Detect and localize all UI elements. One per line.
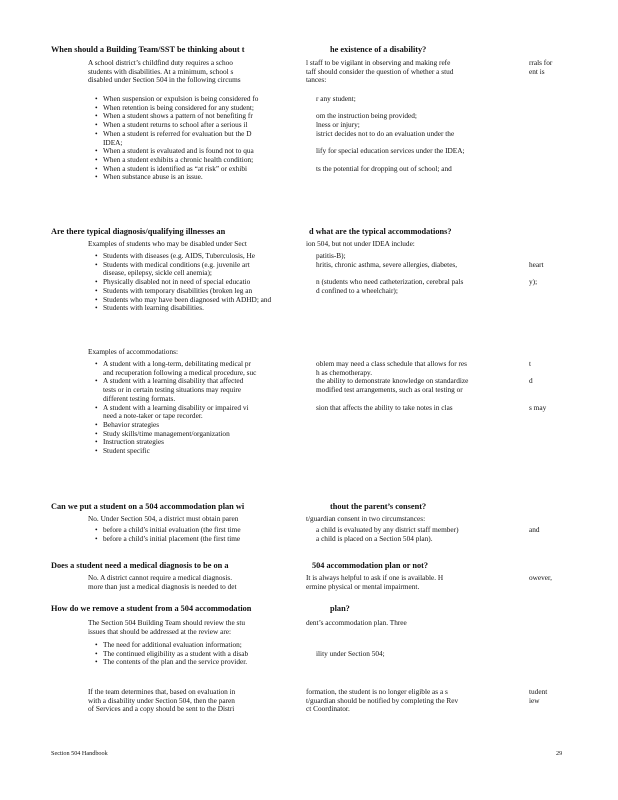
paragraph-line: iew [529, 695, 540, 705]
bullet-item: need a note-taker or tape recorder. [103, 411, 203, 421]
paragraph-line: Examples of accommodations: [88, 347, 178, 356]
bullet-item: • When substance abuse is an issue. [103, 173, 203, 182]
bullet-item: • before a child’s initial evaluation (the first time [103, 526, 241, 535]
bullet-item: • The need for additional evaluation information; [103, 641, 242, 650]
bullet-item: lness or injury; [316, 120, 360, 130]
bullet-item: • When a student is referred for evaluation but the D [103, 130, 252, 139]
bullet-item: • Students who may have been diagnosed with ADHD; and [103, 296, 271, 305]
bullet-item: a child is evaluated by any district staff member) [316, 525, 459, 534]
paragraph-line: ct Coordinator. [306, 704, 350, 714]
bullet-item: IDEA; [103, 137, 123, 147]
paragraph-line: A school district’s childfind duty requires a schoo [88, 58, 233, 67]
bullet-item: s may [529, 402, 547, 412]
bullet-item: and [529, 525, 540, 534]
bullet-item: • Students with learning disabilities. [103, 304, 204, 313]
bullet-item: • Physically disabled not in need of special educatio [103, 278, 250, 287]
bullet-item: sion that affects the ability to take notes in clas [316, 402, 453, 412]
bullet-item: a child is placed on a Section 504 plan). [316, 533, 433, 543]
bullet-item: • When suspension or expulsion is being considered fo [103, 95, 258, 104]
paragraph-line: l staff to be vigilant in observing and making refe [306, 58, 451, 67]
paragraph-line: dent’s accommodation plan. Three [306, 618, 407, 627]
paragraph-line: with a disability under Section 504, then the paren [88, 695, 235, 705]
heading-text-continued: 504 accommodation plan or not? [312, 561, 429, 570]
paragraph-line: tudent [529, 687, 548, 696]
bullet-item: • before a child’s initial placement (the first time [103, 535, 240, 544]
bullet-item: • When a student shows a pattern of not benefiting fr [103, 112, 253, 121]
bullet-item: • Students with medical conditions (e.g. juvenile art [103, 261, 250, 270]
bullet-item: ts the potential for dropping out of school; and [316, 163, 452, 173]
bullet-item: h as chemotherapy. [316, 367, 373, 377]
question-heading [51, 227, 452, 237]
bullet-item: • Students with diseases (e.g. AIDS, Tuberculosis, He [103, 252, 255, 261]
question-heading [51, 604, 350, 614]
bullet-item: y); [529, 277, 538, 287]
paragraph-line: If the team determines that, based on evaluation in [88, 687, 236, 696]
bullet-item: modified test arrangements, such as oral testing or [316, 385, 463, 395]
bullet-item: • The continued eligibility as a student with a disab [103, 650, 248, 659]
bullet-item: • Behavior strategies [103, 421, 159, 430]
bullet-item: • When a student is evaluated and is found not to qua [103, 147, 254, 156]
question-heading [51, 502, 427, 512]
bullet-item: • When a student exhibits a chronic health condition; [103, 156, 253, 165]
paragraph-line: disabled under Section 504 in the following circums [88, 75, 241, 85]
bullet-item: • When retention is being considered for any student; [103, 104, 254, 113]
bullet-item: • Study skills/time management/organization [103, 430, 230, 439]
bullet-item: disease, epilepsy, sickle cell anemia); [103, 268, 212, 278]
paragraph-line: The Section 504 Building Team should review the stu [88, 618, 246, 627]
heading-text: How do we remove a student from a 504 accommodation [51, 604, 252, 613]
heading-text: When should a Building Team/SST be thinking about t [51, 45, 245, 54]
bullet-item: • When a student returns to school after a serious il [103, 121, 247, 130]
paragraph-line: more than just a medical diagnosis is needed to det [88, 581, 237, 591]
paragraph-line: issues that should be addressed at the review are: [88, 626, 232, 636]
heading-text-continued: he existence of a disability? [330, 45, 427, 54]
bullet-item: lify for special education services under the IDEA; [316, 146, 465, 156]
paragraph-line: No. A district cannot require a medical diagnosis. [88, 573, 233, 582]
bullet-item: • A student with a learning disability that affected [103, 377, 243, 386]
heading-text: Can we put a student on a 504 accommodation plan wi [51, 502, 245, 511]
bullet-item: istrict decides not to do an evaluation under the [316, 128, 455, 138]
paragraph-line: ion 504, but not under IDEA include: [306, 239, 415, 248]
question-heading [51, 45, 427, 55]
bullet-item: d [529, 376, 533, 386]
paragraph-line: No. Under Section 504, a district must obtain paren [88, 514, 239, 523]
bullet-item: d confined to a wheelchair); [316, 285, 398, 295]
bullet-item: r any student; [316, 94, 356, 103]
footer-title: Section 504 Handbook [51, 750, 108, 757]
bullet-item: • A student with a learning disability or impaired vi [103, 404, 249, 413]
bullet-item: • Students with temporary disabilities (broken leg an [103, 287, 252, 296]
paragraph-line: Examples of students who may be disabled under Sect [88, 239, 247, 248]
paragraph-line: formation, the student is no longer eligible as a s [306, 687, 448, 696]
bullet-item: • The contents of the plan and the service provider. [103, 658, 247, 667]
paragraph-line: rrals for [529, 58, 553, 67]
paragraph-line: taff should consider the question of whether a stud [306, 66, 454, 76]
question-heading [51, 561, 429, 571]
heading-text-continued: thout the parent’s consent? [330, 502, 427, 511]
heading-text: Does a student need a medical diagnosis to be on a [51, 561, 229, 570]
paragraph-line: t/guardian consent in two circumstances: [306, 514, 426, 523]
bullet-item: hritis, chronic asthma, severe allergies, diabetes, [316, 259, 458, 269]
bullet-item: the ability to demonstrate knowledge on standardize [316, 376, 469, 386]
paragraph-line: It is always helpful to ask if one is available. H [306, 573, 444, 582]
bullet-item: and recuperation following a medical procedure, suc [103, 367, 257, 377]
paragraph-line: ent is [529, 66, 545, 76]
bullet-item: ility under Section 504; [316, 648, 385, 658]
bullet-item: n (students who need catheterization, cerebral pals [316, 277, 464, 287]
bullet-item: patitis-B); [316, 251, 346, 260]
paragraph-line: ermine physical or mental impairment. [306, 581, 420, 591]
bullet-item: t [529, 359, 532, 368]
bullet-item: heart [529, 259, 544, 269]
page-number: 29 [556, 750, 563, 757]
bullet-item: • Student specific [103, 447, 150, 456]
bullet-item: different testing formats. [103, 393, 176, 403]
heading-text-continued: d what are the typical accommodations? [309, 227, 452, 236]
bullet-item: • A student with a long-term, debilitating medical pr [103, 360, 251, 369]
bullet-item: oblem may need a class schedule that allows for res [316, 359, 467, 368]
bullet-item: om the instruction being provided; [316, 111, 417, 121]
paragraph-line: tances: [306, 75, 327, 85]
paragraph-line: of Services and a copy should be sent to the Distri [88, 704, 235, 714]
paragraph-line: students with disabilities. At a minimum, school s [88, 66, 234, 76]
bullet-item: • Instruction strategies [103, 438, 164, 447]
paragraph-line: t/guardian should be notified by completing the Rev [306, 695, 459, 705]
heading-text-continued: plan? [330, 604, 350, 613]
heading-text: Are there typical diagnosis/qualifying illnesses an [51, 227, 226, 236]
bullet-item: tests or in certain testing situations may require [103, 385, 241, 395]
bullet-item: • When a student is identified as “at risk” or exhibi [103, 165, 247, 174]
paragraph-line: owever, [529, 573, 553, 582]
